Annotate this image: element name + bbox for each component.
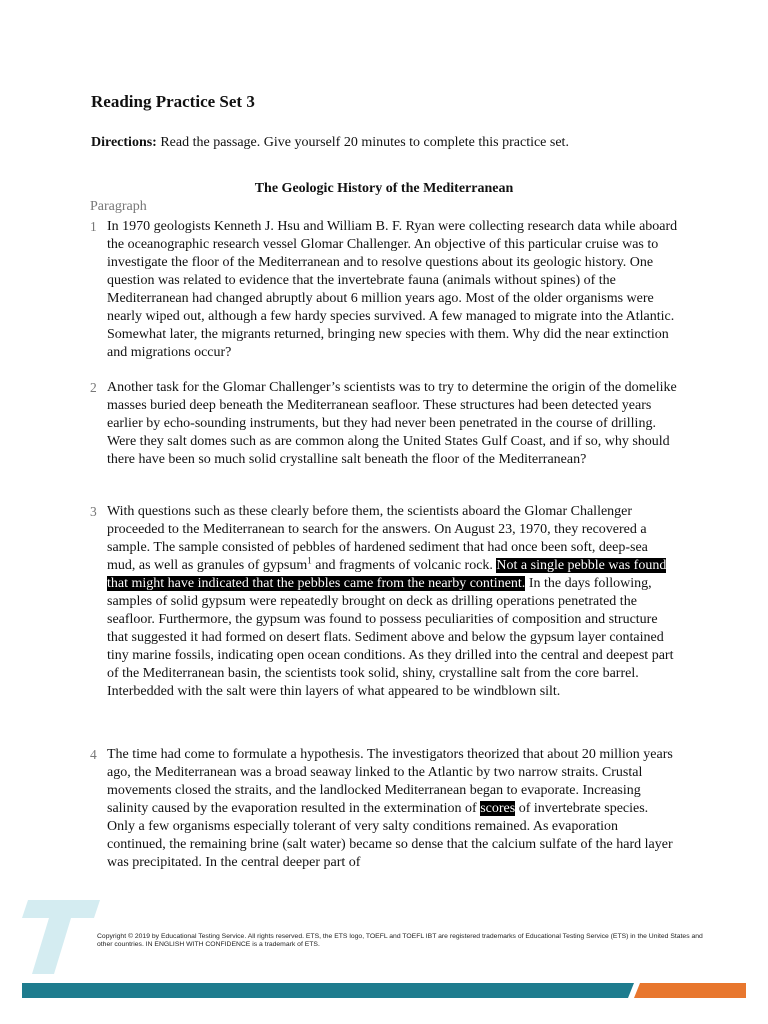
directions-text: Read the passage. Give yourself 20 minutes to complete this practice set. [156, 135, 569, 150]
paragraph-text: Another task for the Glomar Challenger’s scientists was to try to determine the origin of the domelike masses buried deep beneath the Mediterranean seafloor. These structures had been detected years earlier by echo-sounding instruments, but they had never been penetrated in the course of drilling. Were they salt domes such as are common along the United States Gulf Coast, and if so, why should there have been so much solid crystalline salt beneath the floor of the Mediterranean? [107, 380, 677, 467]
paragraph-number: 4 [90, 747, 97, 762]
paragraph-number: 1 [90, 219, 97, 234]
directions [91, 134, 569, 152]
paragraph-text [107, 503, 679, 701]
footer-color-bar [22, 983, 746, 998]
paragraph-text: In 1970 geologists Kenneth J. Hsu and William B. F. Ryan were collecting research data while aboard the oceanographic research vessel Glomar Challenger. An objective of this particular cruise was to investigate the floor of the Mediterranean and to resolve questions about its geologic history. One question was related to evidence that the invertebrate fauna (animals without spines) of the Mediterranean had changed abruptly about 6 million years ago. Most of the older organisms were nearly wiped out, although a few hardy species survived. A few managed to migrate into the Atlantic. Somewhat later, the migrants returned, bringing new species with them. Why did the near extinction and migrations occur? [107, 219, 678, 360]
text-segment: and fragments of volcanic rock. [311, 558, 497, 573]
directions-label: Directions: [91, 135, 157, 150]
footnote-marker: 1 [307, 555, 312, 566]
toefl-t-logo-icon [22, 898, 102, 976]
highlighted-word[interactable]: scores [480, 801, 516, 816]
copyright-notice: Copyright © 2019 by Educational Testing Service. All rights reserved. ETS, the ETS logo, TOEFL and TOEFL IBT are registered trademarks of Educational Testing Service (ETS) in the United States and other countries. IN ENGLISH WITH CONFIDENCE is a trademark of ETS. [97, 933, 703, 948]
text-segment: The time had come to formulate a hypothesis. The investigators theorized that about 20 million years ago, the Mediterranean was a broad seaway linked to the Atlantic by two narrow straits. Crustal movements closed the straits, and the landlocked Mediterranean began to evaporate. Increasing salinity caused by the evaporation resulted in the extermination of [107, 747, 673, 816]
text-segment: With questions such as these clearly before them, the scientists aboard the Glomar Challenger proceeded to the Mediterranean to search for the answers. On August 23, 1970, they recovered a sample. The sample consisted of pebbles of hardened sediment that had once been soft, deep-sea mud, as well as granules of gypsum [107, 504, 648, 573]
page-title: Reading Practice Set 3 [91, 92, 255, 111]
text-segment: In the days following, samples of solid gypsum were repeatedly brought on deck as drilling operations penetrated the seafloor. Furthermore, the gypsum was found to possess peculiarities of composition and structure that suggested it had formed on desert flats. Sediment above and below the gypsum layer contained tiny marine fossils, indicating open ocean conditions. As they drilled into the central and deepest part of the Mediterranean basin, the scientists took solid, shiny, crystalline salt from the core barrel. Interbedded with the salt were thin layers of what appeared to be windblown silt. [107, 576, 674, 699]
text-segment: of invertebrate species. Only a few organisms especially tolerant of very salty conditions remained. As evaporation continued, the remaining brine (salt water) became so dense that the calcium sulfate of the hard layer was precipitated. In the central deeper part of [107, 801, 673, 870]
paragraph-column-heading: Paragraph [90, 199, 147, 214]
paragraph-text [107, 746, 679, 872]
highlighted-sentence[interactable]: Not a single pebble was found that might have indicated that the pebbles came from the nearby continent. [107, 558, 667, 591]
paragraph-number: 3 [90, 504, 97, 519]
passage-title: The Geologic History of the Mediterranean [254, 181, 514, 196]
paragraph-number: 2 [90, 380, 97, 395]
